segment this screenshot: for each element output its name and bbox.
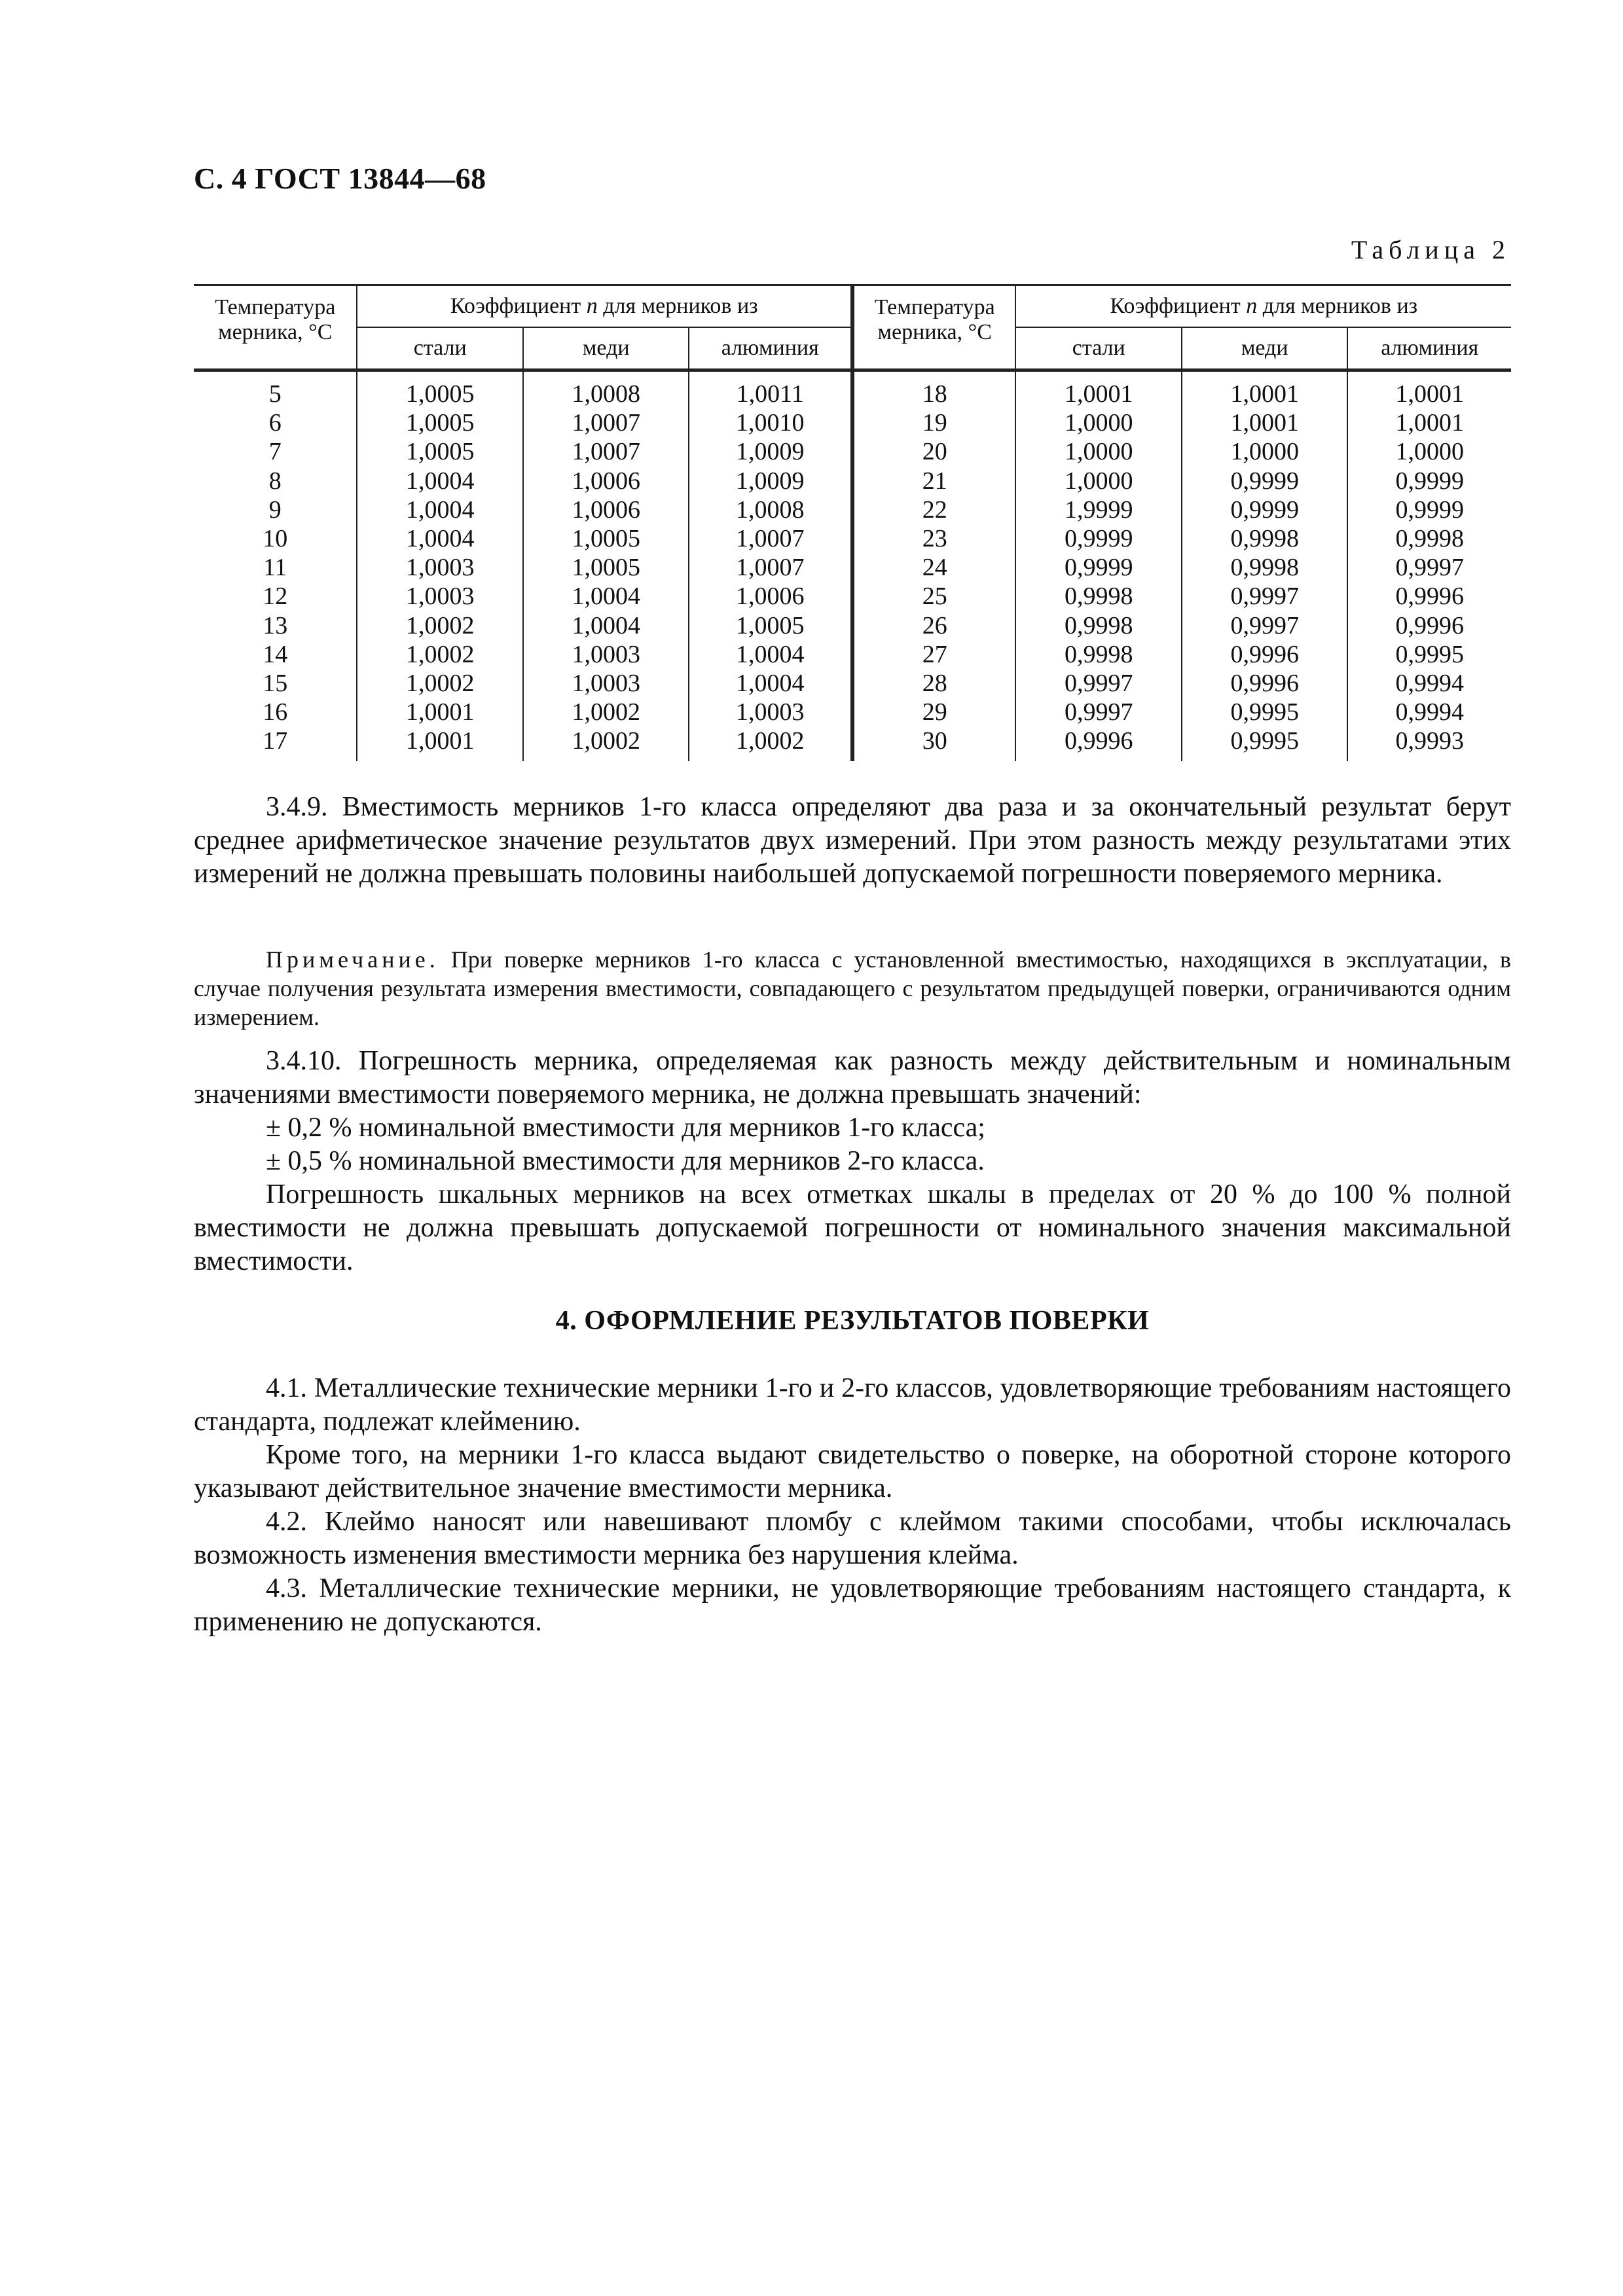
coefficient-cell: 0,9998 <box>1182 553 1348 582</box>
coefficient-cell: 0,9999 <box>1182 495 1348 524</box>
subheader-copper: меди <box>1182 327 1348 370</box>
coefficient-cell: 0,9996 <box>1015 726 1182 761</box>
subheader-copper: меди <box>523 327 689 370</box>
paragraph-3-4-9: 3.4.9. Вместимость мерников 1-го класса определяют два раза и за окончательный результат берут среднее арифметическое значение результатов двух измерений. При этом разность между результатами этих измерений не должна превышать половины наибольшей допускаемой погрешности поверяемого мерника. <box>194 792 1511 889</box>
tolerance-class-2: ± 0,5 % номинальной вместимости для мерников 2-го класса. <box>266 1146 985 1176</box>
table-row <box>194 726 1511 761</box>
paragraph-3-4-10-block <box>194 1045 1511 1278</box>
temperature-cell: 16 <box>263 698 288 726</box>
coefficient-cell: 1,0003 <box>357 582 523 611</box>
coefficient-cell: 1,0005 <box>689 611 852 640</box>
table-row <box>194 582 1511 611</box>
coefficient-cell: 1,0006 <box>523 495 689 524</box>
note-label: Примечание. <box>266 946 439 973</box>
table-row <box>194 370 1511 409</box>
temperature-cell: 28 <box>852 669 1015 698</box>
coefficient-cell: 0,9997 <box>1182 611 1348 640</box>
subheader-aluminium: алюминия <box>1347 327 1511 370</box>
subheader-aluminium: алюминия <box>689 327 852 370</box>
coefficient-cell: 0,9996 <box>1347 582 1511 611</box>
temperature-cell: 7 <box>268 438 282 466</box>
temperature-cell: 15 <box>263 670 288 698</box>
paragraph-4-1-cont: Кроме того, на мерники 1-го класса выдают свидетельство о поверке, на оборотной стороне которого указывают действительное значение вместимости мерника. <box>194 1440 1511 1503</box>
coefficient-cell: 1,0004 <box>523 611 689 640</box>
paragraph-3-4-10: 3.4.10. Погрешность мерника, определяемая как разность между действительным и номинальным значениями вместимости поверяемого мерника, не должна превышать значений: <box>194 1046 1511 1109</box>
coefficient-cell: 1,0000 <box>1347 437 1511 466</box>
coefficient-cell: 0,9995 <box>1182 726 1348 761</box>
section-4-body <box>194 1372 1511 1639</box>
coefficient-cell: 1,0002 <box>523 698 689 726</box>
temperature-column-header: Температура мерника, °С <box>194 285 357 370</box>
table-row <box>194 640 1511 669</box>
coefficient-cell: 1,0002 <box>689 726 852 761</box>
coefficient-cell: 0,9999 <box>1182 467 1348 495</box>
temperature-cell: 5 <box>268 380 282 408</box>
coefficient-cell: 0,9995 <box>1347 640 1511 669</box>
table-row <box>194 524 1511 553</box>
coefficient-cell: 1,0005 <box>357 370 523 409</box>
coefficient-cell: 1,0005 <box>357 437 523 466</box>
coefficient-cell: 0,9998 <box>1015 640 1182 669</box>
temperature-cell: 22 <box>852 495 1015 524</box>
coefficient-cell: 0,9998 <box>1182 524 1348 553</box>
coefficient-cell: 0,9999 <box>1015 524 1182 553</box>
coefficient-cell: 0,9999 <box>1347 495 1511 524</box>
temperature-cell: 9 <box>268 495 282 524</box>
note <box>194 945 1511 1031</box>
table-caption: Таблица 2 <box>1351 235 1510 264</box>
coefficient-cell: 1,0003 <box>689 698 852 726</box>
temperature-cell: 29 <box>852 698 1015 726</box>
coefficient-table <box>194 284 1511 761</box>
coefficient-cell: 1,0007 <box>689 524 852 553</box>
table-row <box>194 437 1511 466</box>
coefficient-cell: 1,0005 <box>357 408 523 437</box>
temperature-cell: 21 <box>852 467 1015 495</box>
temperature-cell: 19 <box>852 408 1015 437</box>
temperature-cell: 25 <box>852 582 1015 611</box>
coefficient-cell: 0,9997 <box>1015 669 1182 698</box>
coefficient-cell: 1,0004 <box>523 582 689 611</box>
coefficient-cell: 1,0004 <box>357 467 523 495</box>
coefficient-cell: 0,9996 <box>1182 669 1348 698</box>
coefficient-cell: 1,0001 <box>1182 370 1348 409</box>
coefficient-cell: 0,9996 <box>1347 611 1511 640</box>
temperature-cell: 24 <box>852 553 1015 582</box>
coefficient-cell: 1,0003 <box>523 669 689 698</box>
coefficient-cell: 1,0009 <box>689 437 852 466</box>
coefficient-table-body <box>194 370 1511 761</box>
coefficient-cell: 1,0003 <box>357 553 523 582</box>
coefficient-cell: 1,0004 <box>357 524 523 553</box>
coefficient-cell: 0,9998 <box>1015 611 1182 640</box>
temperature-cell: 10 <box>263 525 288 553</box>
coefficient-cell: 0,9994 <box>1347 669 1511 698</box>
table-row <box>194 467 1511 495</box>
subheader-steel: стали <box>357 327 523 370</box>
coefficient-cell: 1,0007 <box>689 553 852 582</box>
coefficient-cell: 1,0005 <box>523 524 689 553</box>
coefficient-cell: 1,0004 <box>689 669 852 698</box>
coefficient-cell: 1,0000 <box>1015 467 1182 495</box>
tolerance-class-1: ± 0,2 % номинальной вместимости для мерников 1-го класса; <box>266 1113 985 1143</box>
coefficient-cell: 1,0002 <box>357 640 523 669</box>
temperature-cell: 6 <box>268 409 282 437</box>
coefficient-column-header: Коэффициент n для мерников из <box>357 285 852 328</box>
table-row <box>194 408 1511 437</box>
coefficient-cell: 0,9999 <box>1347 467 1511 495</box>
coefficient-cell: 1,0007 <box>523 408 689 437</box>
section-4-title: 4. ОФОРМЛЕНИЕ РЕЗУЛЬТАТОВ ПОВЕРКИ <box>555 1306 1150 1336</box>
coefficient-cell: 1,9999 <box>1015 495 1182 524</box>
coefficient-cell: 1,0007 <box>523 437 689 466</box>
coefficient-cell: 1,0006 <box>689 582 852 611</box>
coefficient-cell: 1,0000 <box>1015 437 1182 466</box>
coefficient-cell: 1,0001 <box>1347 370 1511 409</box>
coefficient-cell: 1,0002 <box>523 726 689 761</box>
coefficient-cell: 1,0006 <box>523 467 689 495</box>
coefficient-cell: 1,0002 <box>357 611 523 640</box>
table-row <box>194 611 1511 640</box>
coefficient-cell: 1,0009 <box>689 467 852 495</box>
coefficient-cell: 1,0004 <box>689 640 852 669</box>
coefficient-cell: 1,0001 <box>1182 408 1348 437</box>
table-row <box>194 495 1511 524</box>
coefficient-column-header: Коэффициент n для мерников из <box>1015 285 1511 328</box>
temperature-cell: 18 <box>852 370 1015 409</box>
temperature-cell: 26 <box>852 611 1015 640</box>
coefficient-cell: 1,0001 <box>357 726 523 761</box>
coefficient-cell: 1,0001 <box>357 698 523 726</box>
temperature-cell: 30 <box>852 726 1015 761</box>
table-row <box>194 698 1511 726</box>
coefficient-cell: 0,9997 <box>1347 553 1511 582</box>
note-text: При поверке мерников 1-го класса с установленной вместимостью, находящихся в эксплуатации, в случае получения результата измерения вместимости, совпадающего с результатом предыдущей поверки, ограничиваются одним измерением. <box>194 946 1511 1030</box>
temperature-cell: 17 <box>263 727 288 755</box>
coefficient-cell: 1,0003 <box>523 640 689 669</box>
temperature-column-header: Температура мерника, °С <box>852 285 1015 370</box>
coefficient-cell: 1,0008 <box>523 370 689 409</box>
coefficient-cell: 0,9997 <box>1015 698 1182 726</box>
coefficient-cell: 0,9994 <box>1347 698 1511 726</box>
coefficient-cell: 1,0011 <box>689 370 852 409</box>
coefficient-cell: 1,0000 <box>1182 437 1348 466</box>
temperature-cell: 12 <box>263 583 288 611</box>
coefficient-cell: 1,0001 <box>1347 408 1511 437</box>
table-row <box>194 669 1511 698</box>
coefficient-cell: 1,0002 <box>357 669 523 698</box>
subheader-steel: стали <box>1015 327 1182 370</box>
temperature-cell: 14 <box>263 640 288 668</box>
table-row <box>194 553 1511 582</box>
coefficient-cell: 1,0000 <box>1015 408 1182 437</box>
paragraph-4-2: 4.2. Клеймо наносят или навешивают пломбу с клеймом такими способами, чтобы исключалась возможность изменения вместимости мерника без нарушения клейма. <box>194 1507 1511 1570</box>
coefficient-cell: 1,0001 <box>1015 370 1182 409</box>
temperature-cell: 23 <box>852 524 1015 553</box>
coefficient-cell: 0,9998 <box>1347 524 1511 553</box>
temperature-cell: 13 <box>263 611 288 639</box>
paragraph-4-3: 4.3. Металлические технические мерники, не удовлетворяющие требованиям настоящего стандарта, к применению не допускаются. <box>194 1573 1511 1637</box>
coefficient-cell: 1,0010 <box>689 408 852 437</box>
coefficient-cell: 0,9993 <box>1347 726 1511 761</box>
coefficient-cell: 0,9995 <box>1182 698 1348 726</box>
running-head: С. 4 ГОСТ 13844—68 <box>194 162 486 195</box>
temperature-cell: 27 <box>852 640 1015 669</box>
coefficient-cell: 1,0008 <box>689 495 852 524</box>
coefficient-cell: 0,9999 <box>1015 553 1182 582</box>
paragraph-4-1: 4.1. Металлические технические мерники 1-го и 2-го классов, удовлетворяющие требованиям настоящего стандарта, подлежат клеймению. <box>194 1373 1511 1437</box>
temperature-cell: 20 <box>852 437 1015 466</box>
temperature-cell: 8 <box>268 467 282 495</box>
coefficient-cell: 0,9998 <box>1015 582 1182 611</box>
coefficient-cell: 1,0005 <box>523 553 689 582</box>
coefficient-cell: 1,0004 <box>357 495 523 524</box>
temperature-cell: 11 <box>263 554 287 582</box>
coefficient-cell: 0,9997 <box>1182 582 1348 611</box>
paragraph-scale-error: Погрешность шкальных мерников на всех отметках шкалы в пределах от 20 % до 100 % полной вместимости не должна превышать допускаемой погрешности от номинального значения максимальной вместимости. <box>194 1179 1511 1276</box>
coefficient-cell: 0,9996 <box>1182 640 1348 669</box>
